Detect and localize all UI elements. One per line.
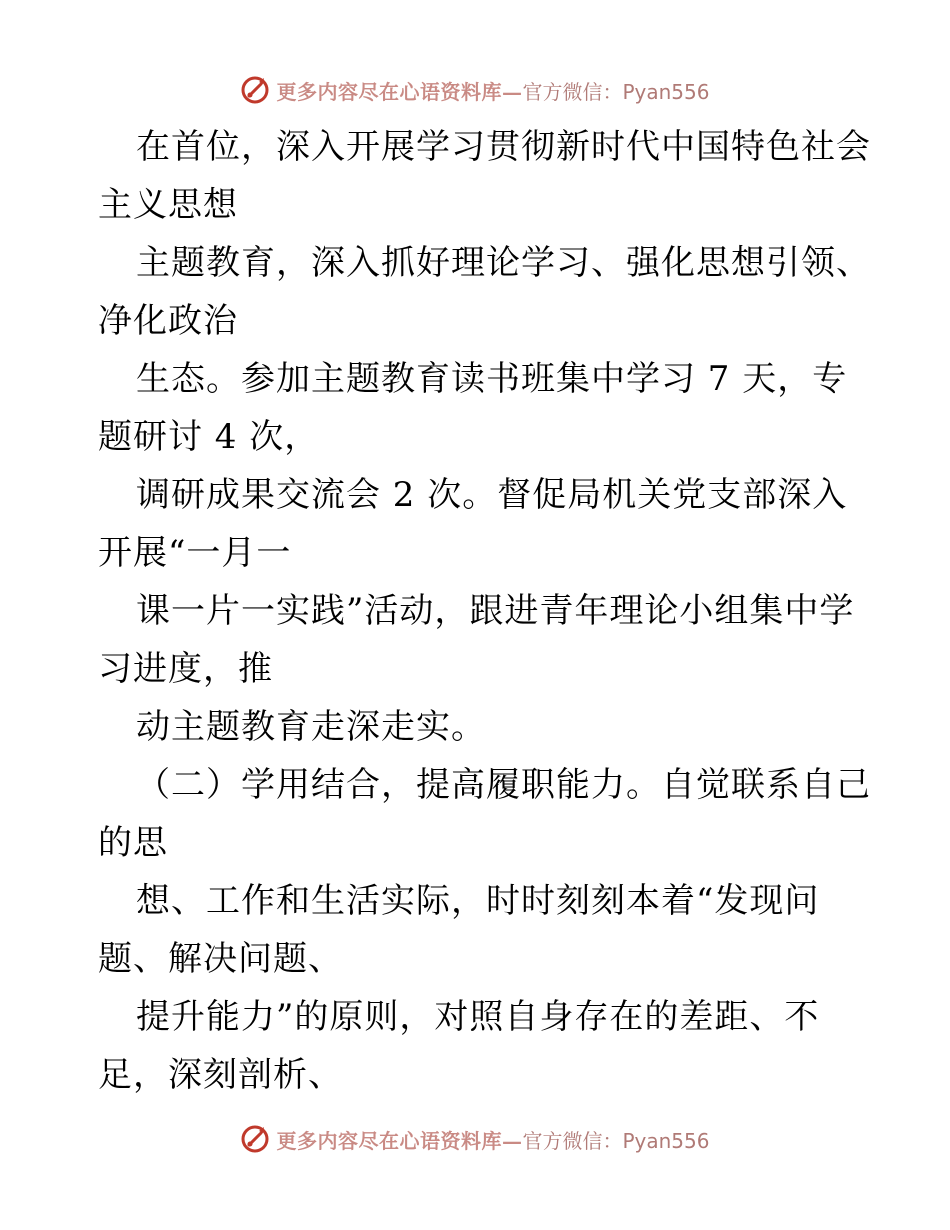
- text-line: 提升能力”的原则，对照自身存在的差距、不: [136, 997, 820, 1037]
- text-line: 题、解决问题、: [98, 939, 343, 979]
- text-line: 调研成果交流会 2 次。督促局机关党支部深入: [136, 475, 848, 515]
- text-line: 生态。参加主题教育读书班集中学习 7 天，专: [136, 359, 848, 399]
- text-line: 想、工作和生活实际，时时刻刻本着“发现问: [136, 881, 820, 921]
- text-line: 动主题教育走深走实。: [136, 707, 486, 747]
- text-line: 净化政治: [98, 301, 238, 341]
- text-line: 课一片一实践”活动，跟进青年理论小组集中学: [136, 591, 855, 631]
- header-banner-contact: 官方微信：Pyan556: [522, 79, 710, 104]
- text-line: 习进度，推: [98, 649, 273, 689]
- writing-brush-logo-icon: [240, 75, 270, 105]
- text-line: 开展“一月一: [98, 533, 292, 573]
- footer-banner-contact: 官方微信：Pyan556: [522, 1128, 710, 1153]
- text-line: 主义思想: [98, 185, 238, 225]
- text-line: 主题教育，深入抓好理论学习、强化思想引领、: [136, 243, 871, 283]
- header-banner-text: 更多内容尽在心语资料库—: [276, 79, 523, 104]
- header-watermark-banner: [0, 70, 950, 110]
- document-body: [98, 118, 871, 1104]
- writing-brush-logo-icon: [240, 1124, 270, 1154]
- footer-banner-text: 更多内容尽在心语资料库—: [276, 1128, 523, 1153]
- text-line: （二）学用结合，提高履职能力。自觉联系自己: [136, 765, 871, 805]
- text-line: 在首位，深入开展学习贯彻新时代中国特色社会: [136, 127, 871, 167]
- text-line: 足，深刻剖析、: [98, 1055, 343, 1095]
- text-line: 题研讨 4 次，: [98, 417, 320, 457]
- footer-watermark-banner: [0, 1119, 950, 1159]
- text-line: 的思: [98, 823, 168, 863]
